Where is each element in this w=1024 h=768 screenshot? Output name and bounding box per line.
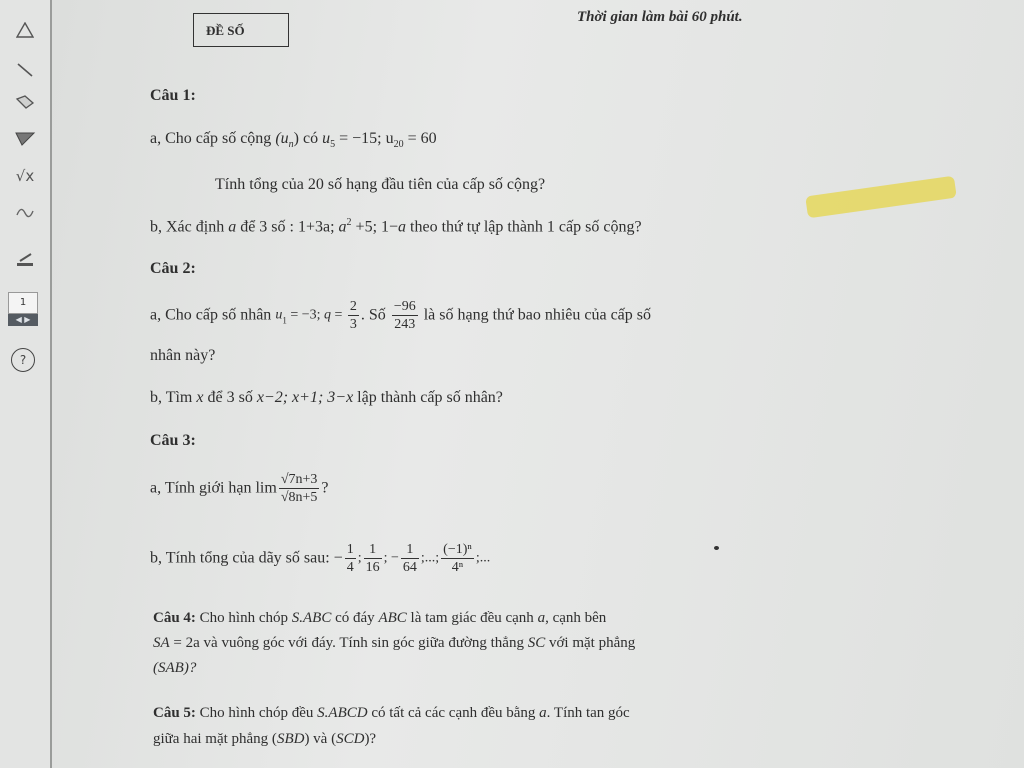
fraction-q: $\frac{2}{3}$	[349, 299, 357, 332]
eraser-icon[interactable]	[9, 88, 41, 116]
marker-icon[interactable]	[9, 246, 41, 274]
ink-speck	[714, 546, 719, 550]
question-4-line2: SA = 2a và vuông góc với đáy. Tính sin góc giữa đường thẳng SC với mặt phẳng	[153, 635, 636, 651]
question-3-title: Câu 3:	[150, 432, 196, 449]
fraction-term: $\frac{-96}{243}$	[393, 299, 416, 332]
question-3b: b, Tính tổng của dãy số sau: − $\frac{1}{4}$ ; $\frac{1}{16}$ ; − $\frac{1}{64}$ ;...; $\frac{\text{(−1)ⁿ}}{\text{4ⁿ}}$ ;...	[150, 542, 491, 575]
question-5-line2: giữa hai mặt phẳng (SBD) và (SCD)?	[153, 731, 377, 747]
pen-icon[interactable]	[9, 124, 41, 152]
page-number: 1	[8, 292, 38, 314]
question-1a-line2: Tính tổng của 20 số hạng đầu tiên của cấp số cộng?	[215, 176, 546, 193]
question-2a: a, Cho cấp số nhân $u_1 = -3$; q = $\frac{2}{3}$ . Số $\frac{-96}{243}$ là số hạng thứ bao nhiêu của cấp số	[150, 299, 651, 332]
page-nav-arrows[interactable]: ◀ ▶	[8, 314, 38, 326]
question-5-line1: Câu 5: Cho hình chóp đều S.ABCD có tất cả các cạnh đều bằng a. Tính tan góc	[153, 705, 630, 721]
exam-paper	[52, 0, 1024, 768]
question-2a-line2: nhân này?	[150, 347, 216, 364]
triangle-icon[interactable]	[9, 16, 41, 44]
page-indicator[interactable]	[8, 292, 38, 326]
question-4-line3: (SAB)?	[153, 660, 197, 676]
help-icon[interactable]: ?	[11, 348, 35, 372]
question-3a: a, Tính giới hạn lim $\frac{√7n+3}{√8n+5}$ ?	[150, 472, 329, 505]
question-1-title: Câu 1:	[150, 87, 196, 104]
exam-number-box: ĐỀ SỐ	[193, 13, 289, 47]
scribble-icon[interactable]	[9, 198, 41, 226]
question-2b: b, Tìm x để 3 số x−2; x+1; 3−x lập thành cấp số nhân?	[150, 389, 503, 406]
sqrt-label: √x	[15, 167, 35, 185]
sqrt-icon[interactable]	[9, 162, 41, 190]
line-icon[interactable]	[9, 56, 41, 84]
question-1b: b, Xác định a để 3 số : 1+3a; $a^2 +5$; 1−a theo thứ tự lập thành 1 cấp số cộng?	[150, 217, 642, 236]
tool-sidebar	[0, 0, 52, 768]
question-2-title: Câu 2:	[150, 260, 196, 277]
question-1a: a, Cho cấp số cộng $(u_n)$ có $u_5 = -15$; $u_{20} = 60$	[150, 130, 437, 151]
time-limit: Thời gian làm bài 60 phút.	[577, 9, 743, 25]
question-4-line1: Câu 4: Cho hình chóp S.ABC có đáy ABC là tam giác đều cạnh a, cạnh bên	[153, 610, 607, 626]
limit-fraction: $\frac{√7n+3}{√8n+5}$	[280, 472, 318, 505]
